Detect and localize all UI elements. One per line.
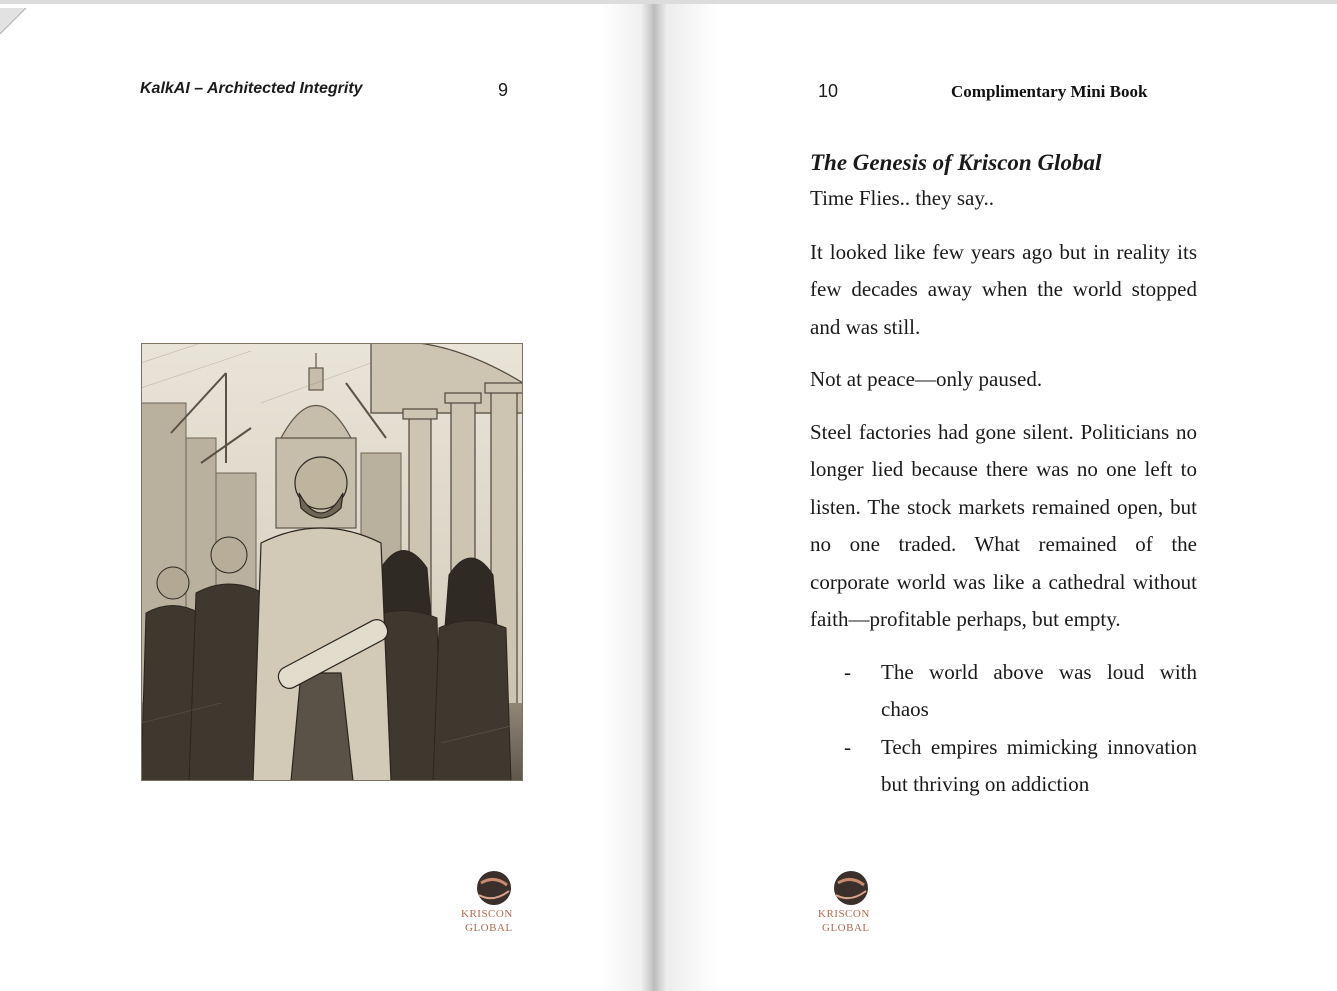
list-item [810, 654, 1197, 729]
chapter-title: The Genesis of Kriscon Global [810, 150, 1102, 175]
list-item [810, 729, 1197, 804]
paragraph: Not at peace—only paused. [810, 367, 1043, 391]
logo-line1: KRISCON [461, 908, 513, 920]
logo-line1: KRISCON [818, 908, 870, 920]
list-item-text: Tech empires mimicking innovation but thriving on addiction [881, 734, 1197, 796]
page-number: 9 [498, 80, 509, 100]
book-spine-gutter [640, 4, 668, 991]
left-page [0, 4, 640, 991]
logo-line2: GLOBAL [465, 922, 513, 934]
bullet-list [810, 654, 1197, 804]
logo-line2: GLOBAL [822, 922, 870, 934]
right-page [668, 4, 1337, 991]
kriscon-logo [816, 869, 876, 937]
running-header-title: Complimentary Mini Book [951, 82, 1148, 101]
chapter-body [810, 146, 1197, 804]
page-number: 10 [818, 81, 839, 101]
page-curl-icon[interactable] [0, 8, 26, 34]
team-sketch-illustration [141, 343, 523, 781]
paragraph: Time Flies.. they say.. [810, 186, 994, 210]
paragraph: Steel factories had gone silent. Politicians no longer lied because there was no one left to listen. The stock markets remained open, but no one traded. What remained of the corporate world was like a cathedral without faith—profitable perhaps, but empty. [810, 419, 1197, 631]
paragraph: It looked like few years ago but in reality its few decades away when the world stopped and was still. [810, 239, 1197, 339]
list-item-text: The world above was loud with chaos [881, 659, 1197, 721]
running-header-title: KalkAI – Architected Integrity [140, 80, 363, 97]
kriscon-logo [459, 869, 519, 937]
bullet-dash: - [844, 734, 851, 759]
bullet-dash: - [844, 659, 851, 684]
